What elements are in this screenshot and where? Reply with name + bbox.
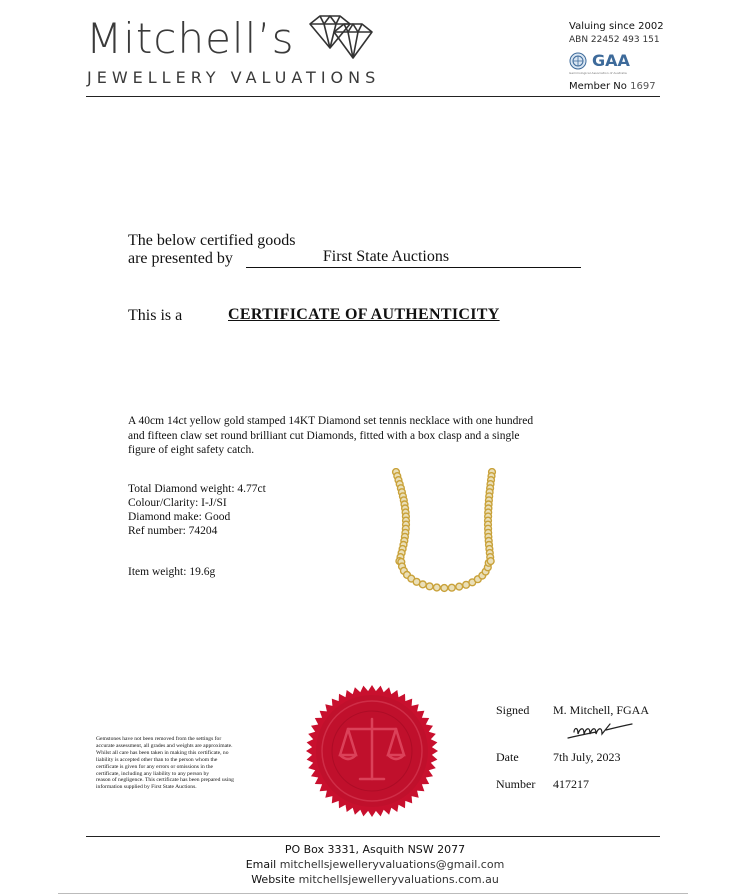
website-label: Website <box>251 873 296 886</box>
disclaimer-line: Gemstones have not been removed from the settings for <box>96 736 222 742</box>
disclaimer-line: certificate is given for any errors or omissions in the <box>96 763 213 770</box>
footer-email <box>0 858 750 871</box>
disclaimer-line: certificate, including any liability to any person by <box>96 770 210 777</box>
website-link[interactable]: mitchellsjewelleryvaluations.com.au <box>298 873 499 886</box>
footer-divider <box>86 836 660 837</box>
brand-subtitle: JEWELLERY VALUATIONS <box>87 68 381 87</box>
footer-website <box>0 873 750 886</box>
gaa-caption: Gemmological Association of Australia <box>569 71 627 75</box>
brand-name: Mitchell’s <box>86 14 295 63</box>
header-divider <box>86 96 660 97</box>
disclaimer-line: information supplied by First State Auctions. <box>96 784 197 791</box>
valuing-since: Valuing since 2002 <box>569 21 664 32</box>
disclaimer <box>96 736 291 791</box>
gaa-label: GAA <box>592 51 630 70</box>
signature <box>566 720 636 742</box>
certificate-title: CERTIFICATE OF AUTHENTICITY <box>228 306 500 323</box>
date-label: Date <box>496 750 519 764</box>
wax-seal <box>304 683 440 819</box>
presented-line-2: are presented by <box>128 250 233 267</box>
colour-clarity: Colour/Clarity: I-J/SI <box>128 497 227 509</box>
description-line: figure of eight safety catch. <box>128 444 255 456</box>
abn-number: ABN 22452 493 151 <box>569 35 660 45</box>
signed-value: M. Mitchell, FGAA <box>553 703 649 717</box>
date-value: 7th July, 2023 <box>553 750 621 764</box>
number-value: 417217 <box>553 777 589 791</box>
disclaimer-line: Whilst all care has been taken in making this certificate, no <box>96 749 229 756</box>
signed-label: Signed <box>496 703 530 717</box>
email-label: Email <box>245 858 277 871</box>
presented-to-name: First State Auctions <box>322 248 450 265</box>
disclaimer-line: reason of negligence. This certificate has been prepared using <box>96 777 234 784</box>
footer-address: PO Box 3331, Asquith NSW 2077 <box>284 843 466 856</box>
gaa-globe-icon <box>569 52 587 70</box>
presented-line-1: The below certified goods <box>128 232 296 249</box>
presented-underline <box>246 267 581 268</box>
member-value: 1697 <box>630 81 656 92</box>
total-diamond-weight: Total Diamond weight: 4.77ct <box>128 483 266 495</box>
item-weight: Item weight: 19.6g <box>128 566 216 578</box>
diamond-logo-icon <box>304 14 376 62</box>
disclaimer-line: liability is accepted other than to the person whom the <box>96 756 218 763</box>
email-link[interactable]: mitchellsjewelleryvaluations@gmail.com <box>279 858 505 871</box>
ref-number: Ref number: 74204 <box>128 525 218 537</box>
page-edge <box>58 893 688 894</box>
member-number <box>569 81 656 92</box>
description-line: and fifteen claw set round brilliant cut Diamonds, fitted with a box clasp and a single <box>128 429 520 442</box>
disclaimer-line: accurate assessment, all grades and weights are approximate. <box>96 742 233 749</box>
necklace-photo <box>380 468 510 598</box>
number-label: Number <box>496 777 536 791</box>
certificate-prefix: This is a <box>128 307 183 324</box>
diamond-make: Diamond make: Good <box>128 511 231 523</box>
member-label: Member No <box>569 81 627 92</box>
item-description <box>128 414 598 458</box>
description-line: A 40cm 14ct yellow gold stamped 14KT Diamond set tennis necklace with one hundred <box>128 415 534 427</box>
